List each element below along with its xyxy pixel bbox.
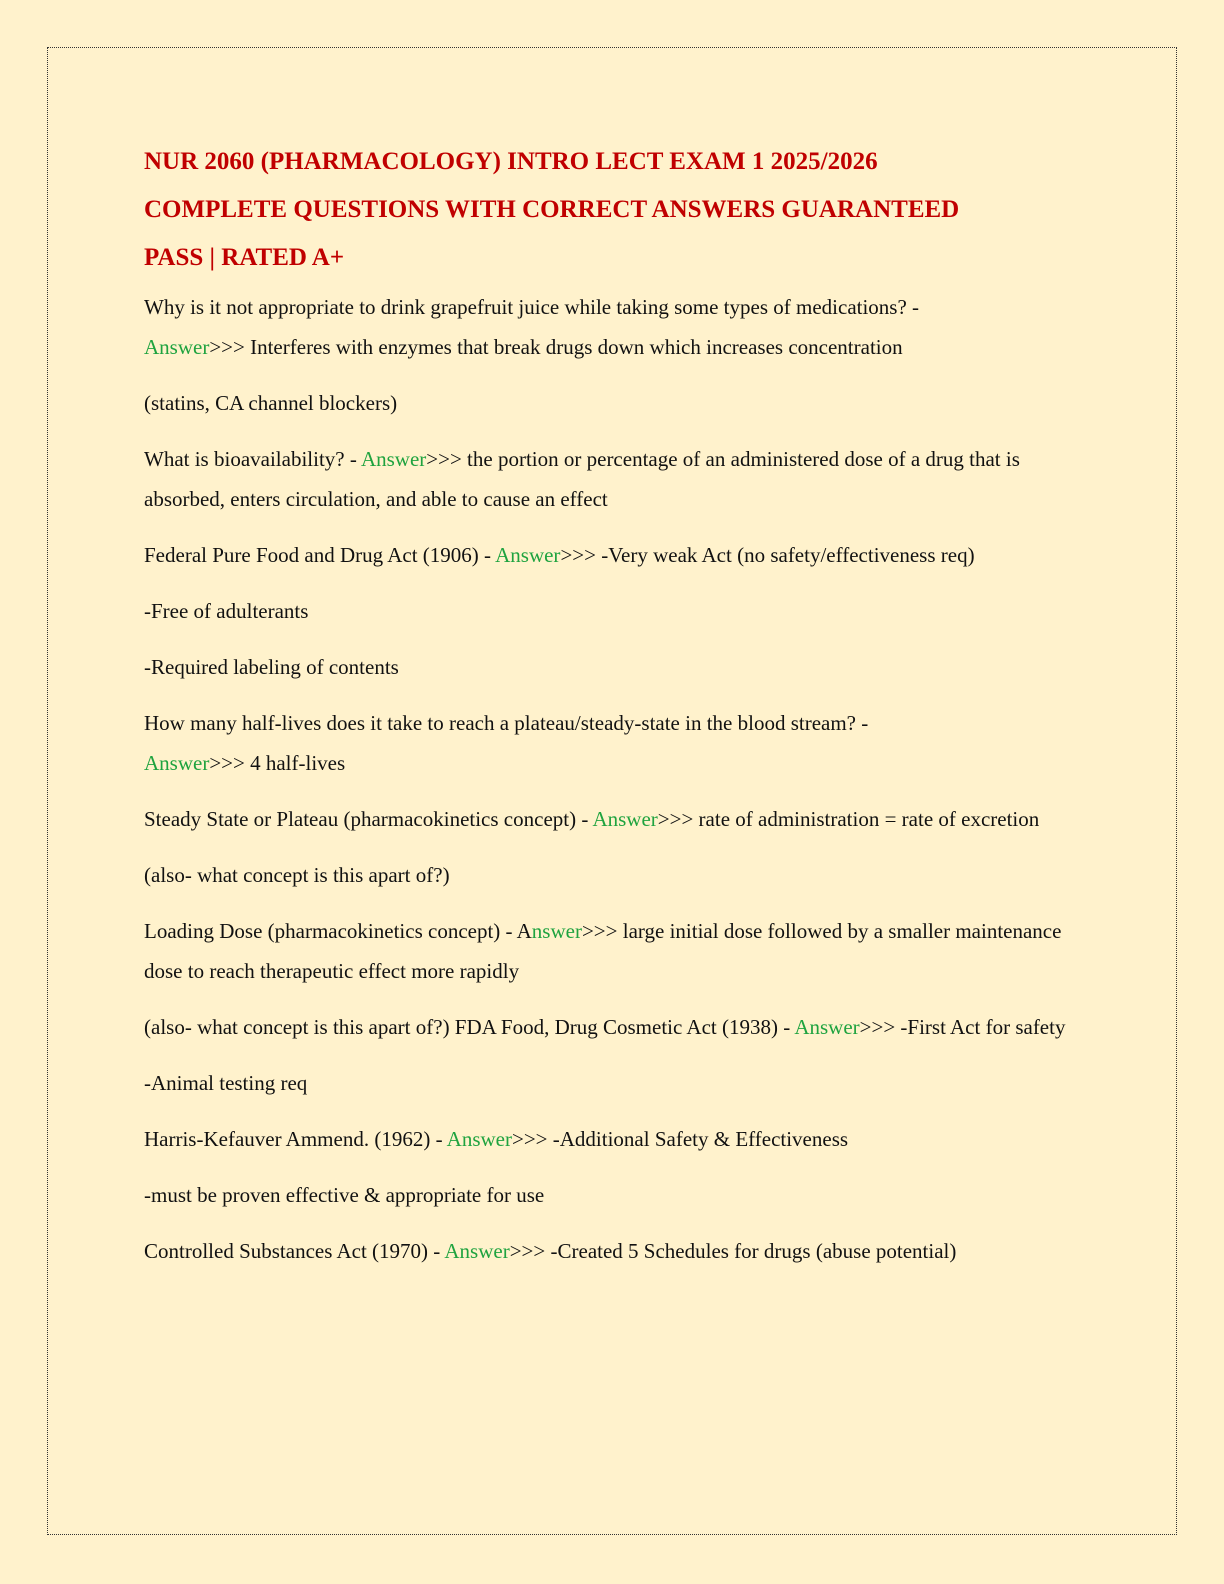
- document-title: [144, 138, 1084, 282]
- answer-text: >>> rate of administration = rate of excretion: [657, 807, 1040, 831]
- answer-keyword: Answer: [446, 1127, 512, 1151]
- answer-keyword: Answer: [592, 807, 658, 831]
- answer-text: >>> 4 half-lives: [209, 751, 346, 775]
- question-text: Loading Dose (pharmacokinetics concept) -: [144, 919, 517, 943]
- note-line: [144, 591, 1084, 631]
- qa-item-fda-cosmetic-act: [144, 1007, 1084, 1047]
- note-text: -Animal testing req: [144, 1071, 308, 1095]
- answer-keyword: nswer: [531, 919, 582, 943]
- answer-keyword-prefix: A: [516, 919, 532, 943]
- qa-item-bioavailability: [144, 439, 1084, 519]
- note-line: [144, 855, 1084, 895]
- answer-keyword: Answer: [360, 447, 427, 471]
- title-line: PASS | RATED A+: [144, 244, 345, 271]
- title-line: NUR 2060 (PHARMACOLOGY) INTRO LECT EXAM 1 2025/2026: [144, 148, 878, 175]
- answer-text: >>> -Very weak Act (no safety/effectiveness req): [560, 543, 975, 567]
- note-line: [144, 1063, 1084, 1103]
- answer-keyword: Answer: [144, 751, 210, 775]
- answer-keyword: Answer: [495, 543, 561, 567]
- answer-keyword: Answer: [794, 1015, 860, 1039]
- answer-text: >>> -Created 5 Schedules for drugs (abuse potential): [509, 1239, 957, 1263]
- qa-item-steady-state: [144, 799, 1084, 839]
- question-text: What is bioavailability? -: [144, 447, 361, 471]
- qa-item-half-lives: [144, 703, 1084, 783]
- qa-item-controlled-substances: [144, 1231, 1084, 1271]
- question-text: Controlled Substances Act (1970) -: [144, 1239, 445, 1263]
- note-line: [144, 383, 1084, 423]
- note-text: (statins, CA channel blockers): [144, 391, 398, 415]
- document-content: [144, 138, 1084, 1287]
- note-line: [144, 647, 1084, 687]
- answer-text: >>> Interferes with enzymes that break drugs down which increases concentration: [209, 335, 903, 359]
- answer-text: >>> the portion or percentage of an administered dose of a drug that is absorbed, enters circulation, and able to cause an effect: [144, 447, 1020, 511]
- answer-text: >>> -First Act for safety: [859, 1015, 1066, 1039]
- question-text: Why is it not appropriate to drink grapefruit juice while taking some types of medications? -: [144, 295, 920, 319]
- question-text: Harris-Kefauver Ammend. (1962) -: [144, 1127, 447, 1151]
- question-text: Federal Pure Food and Drug Act (1906) -: [144, 543, 496, 567]
- answer-keyword: Answer: [144, 335, 210, 359]
- qa-item-grapefruit: [144, 287, 1084, 367]
- note-line: [144, 1175, 1084, 1215]
- note-text: (also- what concept is this apart of?): [144, 863, 450, 887]
- note-text: -Free of adulterants: [144, 599, 309, 623]
- qa-item-pure-food-drug-act: [144, 535, 1084, 575]
- qa-item-loading-dose: [144, 911, 1084, 991]
- title-line: COMPLETE QUESTIONS WITH CORRECT ANSWERS GUARANTEED: [144, 196, 960, 223]
- answer-text: >>> large initial dose followed by a smaller maintenance dose to reach therapeutic effect more rapidly: [144, 919, 1062, 983]
- qa-item-harris-kefauver: [144, 1119, 1084, 1159]
- note-text: -must be proven effective & appropriate for use: [144, 1183, 545, 1207]
- question-text: (also- what concept is this apart of?) FDA Food, Drug Cosmetic Act (1938) -: [144, 1015, 795, 1039]
- answer-text: >>> -Additional Safety & Effectiveness: [511, 1127, 849, 1151]
- question-text: Steady State or Plateau (pharmacokinetics concept) -: [144, 807, 593, 831]
- question-text: How many half-lives does it take to reach a plateau/steady-state in the blood stream? -: [144, 711, 869, 735]
- answer-keyword: Answer: [444, 1239, 510, 1263]
- note-text: -Required labeling of contents: [144, 655, 399, 679]
